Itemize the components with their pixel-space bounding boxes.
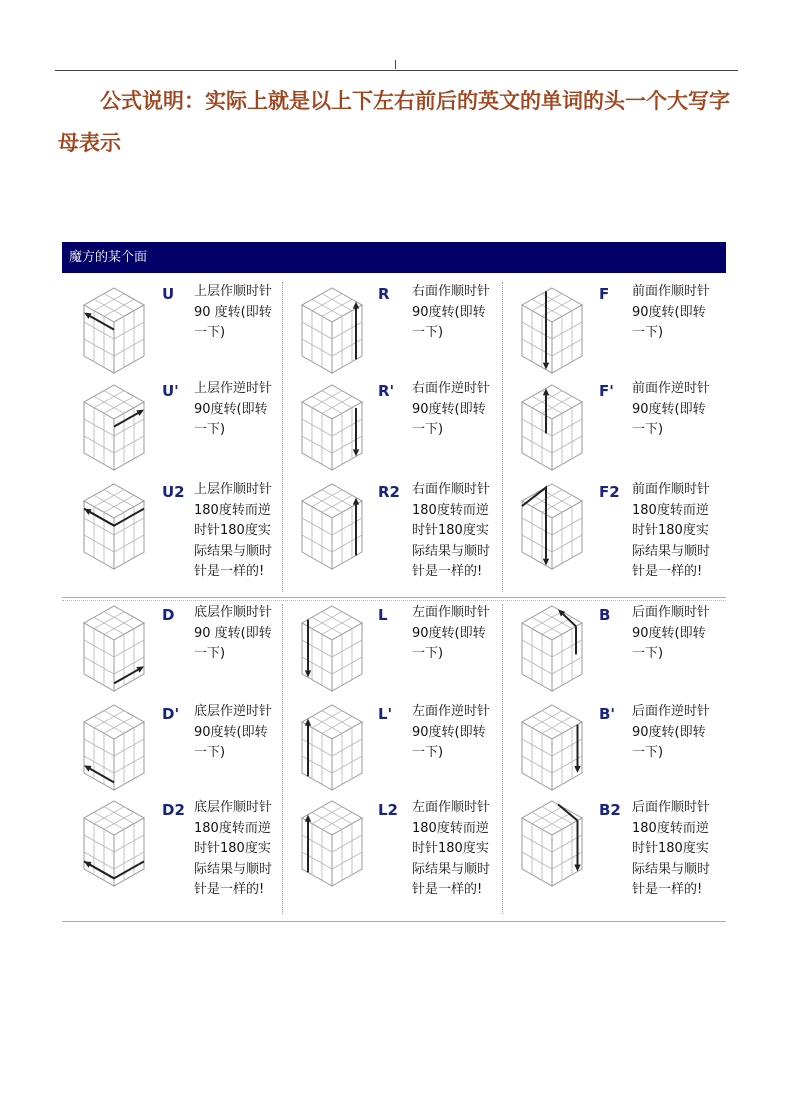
cube-icon xyxy=(292,379,372,475)
panel-title: 魔方的某个面 xyxy=(62,242,726,273)
cube-icon xyxy=(74,282,154,378)
move-code: F' xyxy=(599,382,614,400)
rubiks-notation-panel xyxy=(62,242,726,922)
column-divider xyxy=(282,282,283,592)
cube-icon xyxy=(74,699,154,795)
move-cell-l xyxy=(292,600,497,700)
move-cell-r xyxy=(292,282,497,382)
move-description: 左面作顺时针 180度转而逆 时针180度实 际结果与顺时 针是一样的! xyxy=(412,800,491,897)
move-cell-b-prime xyxy=(512,699,717,799)
move-description: 后面作顺时针 90度转(即转 一下) xyxy=(632,605,711,661)
header-mark xyxy=(395,60,396,69)
move-code: R xyxy=(378,285,390,303)
cube-icon xyxy=(292,282,372,378)
cube-icon xyxy=(512,282,592,378)
move-description: 前面作逆时针 90度转(即转 一下) xyxy=(632,381,711,437)
move-code: D xyxy=(162,606,175,624)
move-description: 右面作顺时针 90度转(即转 一下) xyxy=(412,284,491,340)
section-divider xyxy=(62,597,726,598)
move-code: F xyxy=(599,285,610,303)
move-code: B xyxy=(599,606,611,624)
move-description: 底层作顺时针 180度转而逆 时针180度实 际结果与顺时 针是一样的! xyxy=(194,800,273,897)
move-cell-u2 xyxy=(74,478,279,578)
move-cell-l2 xyxy=(292,795,497,895)
cube-icon xyxy=(512,478,592,574)
cube-icon xyxy=(292,795,372,891)
move-code: F2 xyxy=(599,483,620,501)
move-code: L2 xyxy=(378,801,398,819)
move-description: 上层作逆时针 90度转(即转 一下) xyxy=(194,381,273,437)
formula-intro: 公式说明：实际上就是以上下左右前后的英文的单词的头一个大写字母表示 xyxy=(58,88,730,155)
move-code: B' xyxy=(599,705,616,723)
move-description: 上层作顺时针 180度转而逆 时针180度实 际结果与顺时 针是一样的! xyxy=(194,482,273,579)
move-cell-b xyxy=(512,600,717,700)
move-description: 底层作顺时针 90 度转(即转 一下) xyxy=(194,605,273,661)
move-cell-f2 xyxy=(512,478,717,578)
move-description: 右面作顺时针 180度转而逆 时针180度实 际结果与顺时 针是一样的! xyxy=(412,482,491,579)
column-divider xyxy=(502,604,503,914)
move-description: 前面作顺时针 90度转(即转 一下) xyxy=(632,284,711,340)
move-description: 上层作顺时针 90 度转(即转 一下) xyxy=(194,284,273,340)
cube-icon xyxy=(512,795,592,891)
move-description: 左面作顺时针 90度转(即转 一下) xyxy=(412,605,491,661)
move-cell-u-prime xyxy=(74,379,279,479)
move-description: 底层作逆时针 90度转(即转 一下) xyxy=(194,704,273,760)
move-code: U' xyxy=(162,382,179,400)
move-code: D2 xyxy=(162,801,185,819)
panel-bottom-border xyxy=(62,921,726,922)
move-description: 左面作逆时针 90度转(即转 一下) xyxy=(412,704,491,760)
move-description: 右面作逆时针 90度转(即转 一下) xyxy=(412,381,491,437)
move-cell-r2 xyxy=(292,478,497,578)
move-code: B2 xyxy=(599,801,621,819)
cube-icon xyxy=(512,699,592,795)
move-code: R' xyxy=(378,382,395,400)
header-rule xyxy=(55,70,738,71)
move-cell-d2 xyxy=(74,795,279,895)
move-cell-f-prime xyxy=(512,379,717,479)
move-cell-d-prime xyxy=(74,699,279,799)
move-cell-r-prime xyxy=(292,379,497,479)
cube-icon xyxy=(292,600,372,696)
move-cell-b2 xyxy=(512,795,717,895)
column-divider xyxy=(502,282,503,592)
move-code: U2 xyxy=(162,483,185,501)
move-description: 前面作顺时针 180度转而逆 时针180度实 际结果与顺时 针是一样的! xyxy=(632,482,711,579)
move-description: 后面作逆时针 90度转(即转 一下) xyxy=(632,704,711,760)
move-description: 后面作顺时针 180度转而逆 时针180度实 际结果与顺时 针是一样的! xyxy=(632,800,711,897)
cube-icon xyxy=(512,379,592,475)
column-divider xyxy=(282,604,283,914)
cube-icon xyxy=(74,478,154,574)
cube-icon xyxy=(512,600,592,696)
move-code: L xyxy=(378,606,388,624)
move-cell-d xyxy=(74,600,279,700)
move-code: U xyxy=(162,285,175,303)
move-cell-f xyxy=(512,282,717,382)
cube-icon xyxy=(292,699,372,795)
cube-icon xyxy=(74,379,154,475)
cube-icon xyxy=(292,478,372,574)
move-code: R2 xyxy=(378,483,400,501)
move-code: D' xyxy=(162,705,180,723)
move-cell-l-prime xyxy=(292,699,497,799)
move-code: L' xyxy=(378,705,393,723)
move-cell-u xyxy=(74,282,279,382)
cube-icon xyxy=(74,795,154,891)
cube-icon xyxy=(74,600,154,696)
